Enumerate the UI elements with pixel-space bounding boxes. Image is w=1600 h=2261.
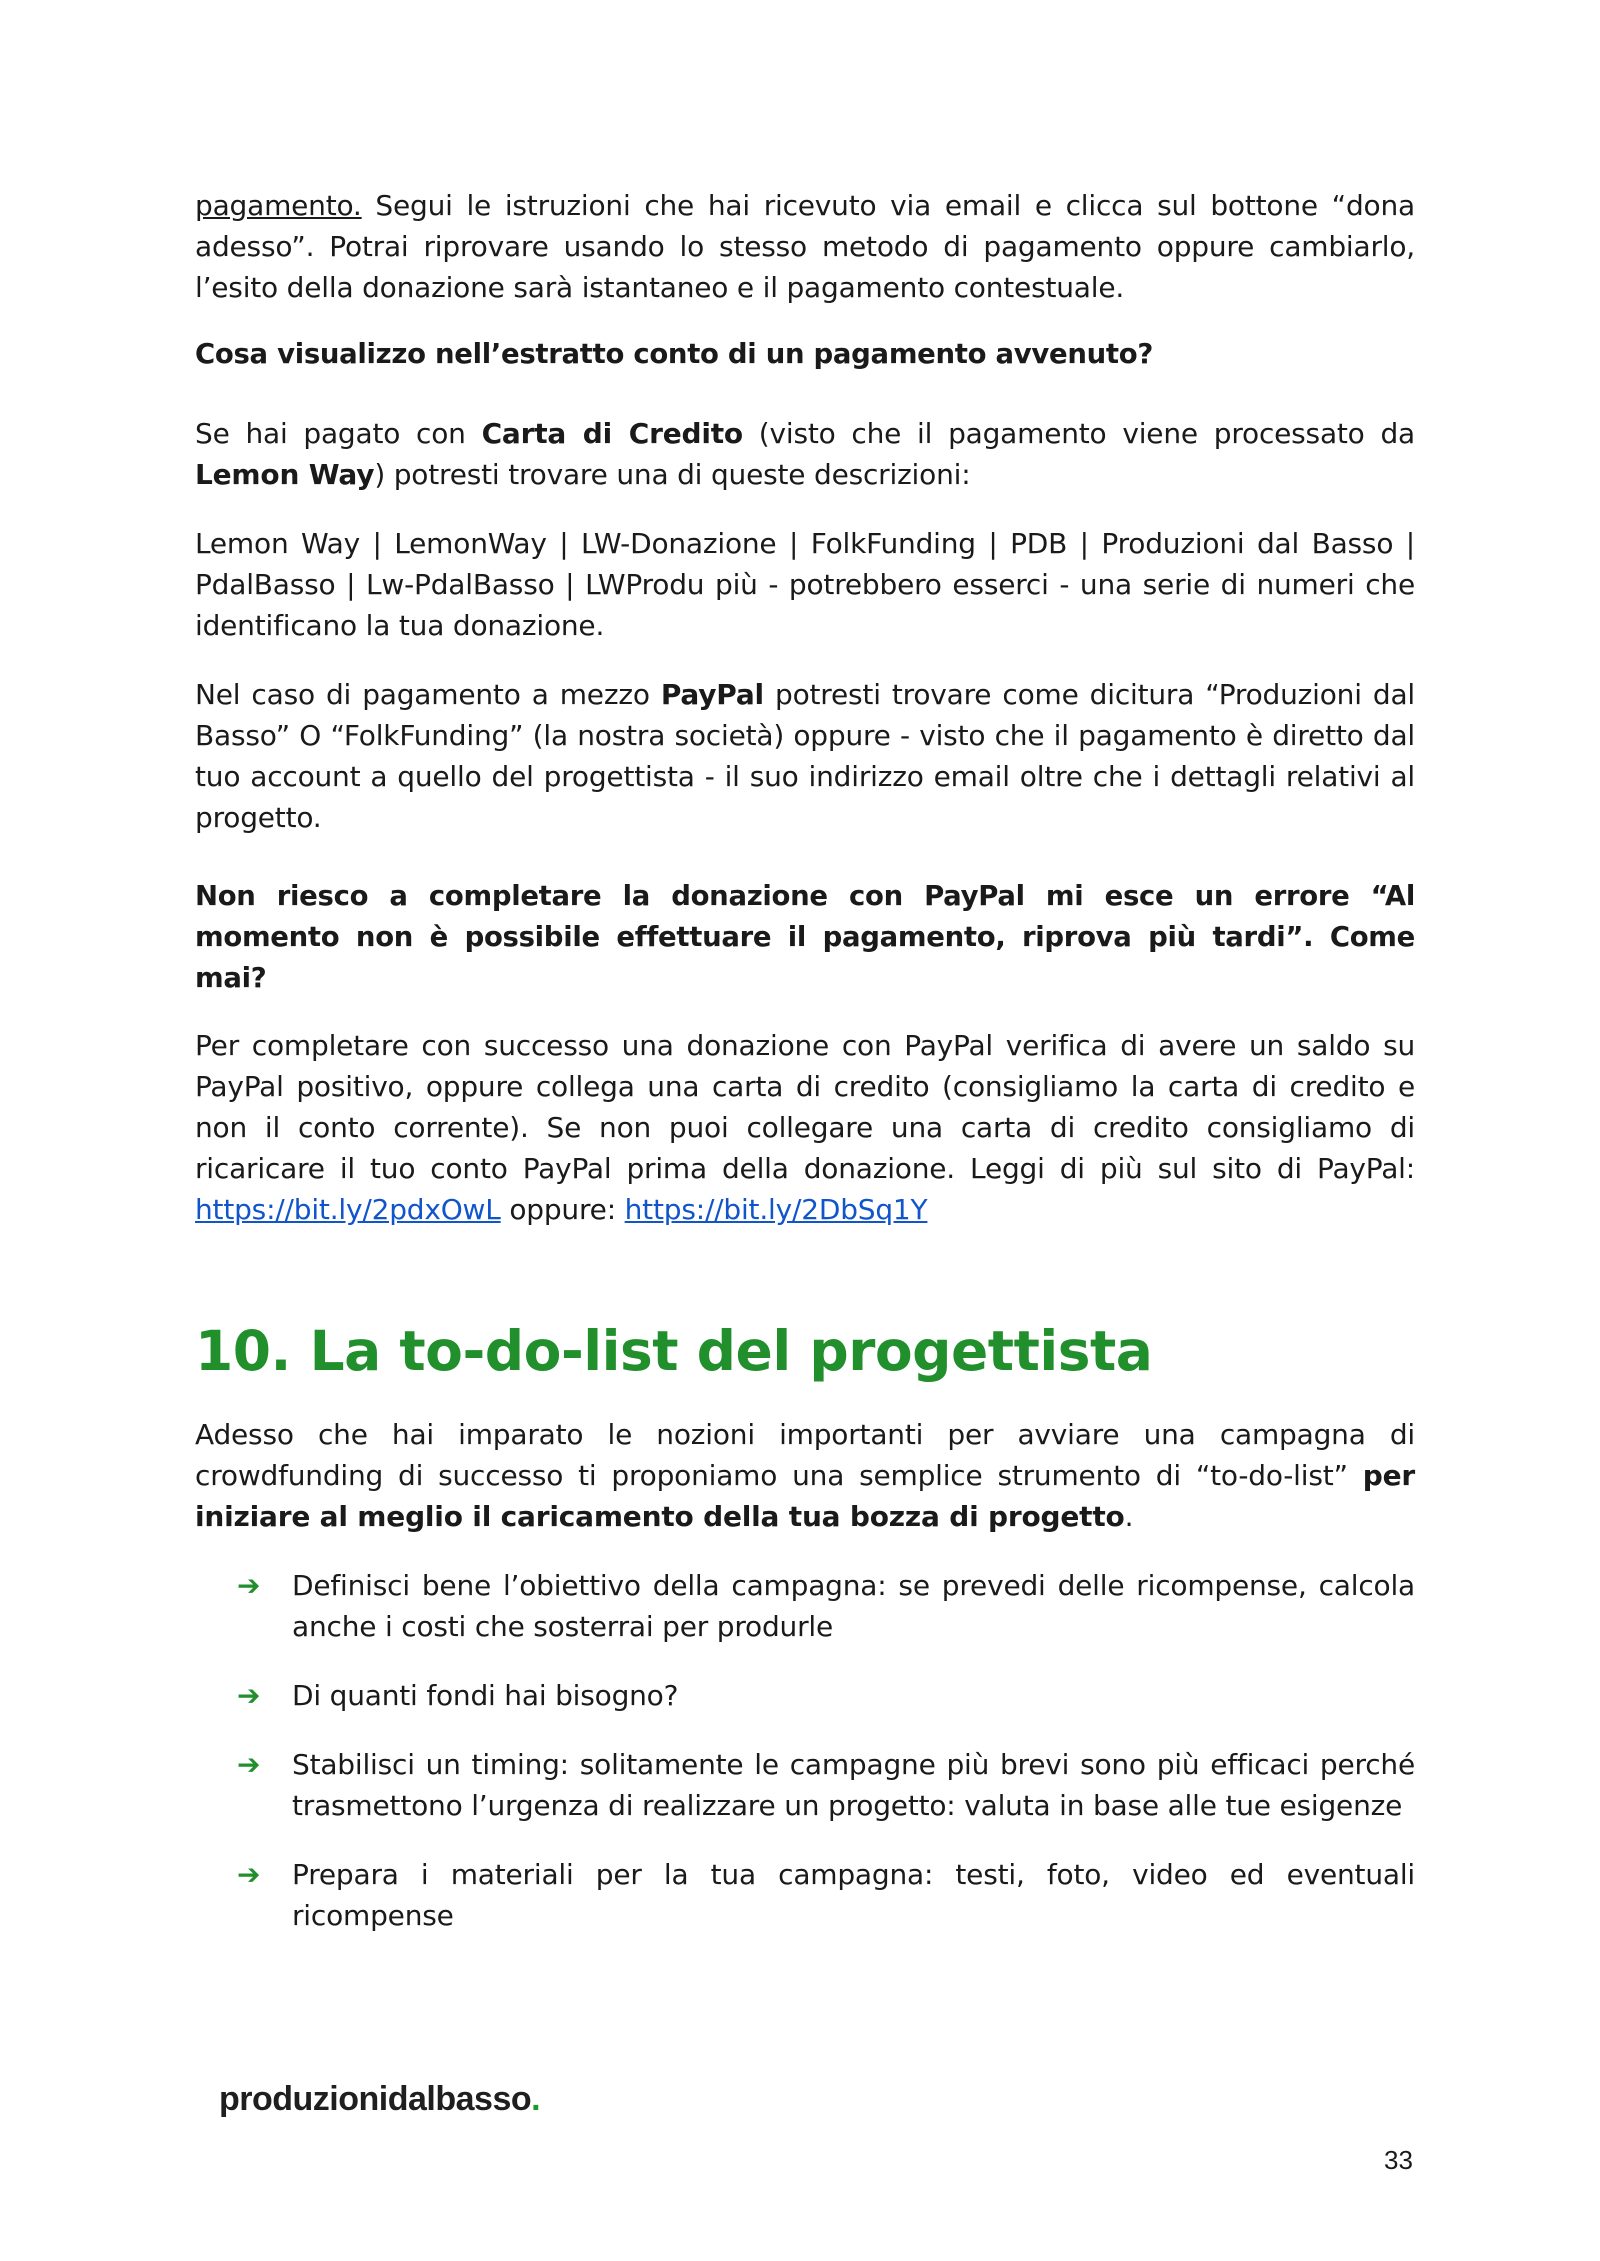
- section-10-intro: [195, 1414, 1415, 1537]
- page-number: 33: [1384, 2145, 1413, 2175]
- faq1-p3-bold-paypal: PayPal: [660, 678, 764, 711]
- faq2-answer: [195, 1025, 1415, 1230]
- todo-item-text: Prepara i materiali per la tua campagna: testi, foto, video ed eventuali ricompense: [292, 1858, 1415, 1932]
- intro-text: Segui le istruzioni che hai ricevuto via email e clicca sul bottone “dona adesso”. Potrai riprovare usando lo stesso metodo di pagamento oppure cambiarlo, l’esito della donazione sarà istantaneo e il pagamento contestuale.: [195, 189, 1415, 304]
- faq1-p1-text-a: Se hai pagato con: [195, 417, 482, 450]
- paypal-link-1[interactable]: https://bit.ly/2pdxOwL: [195, 1193, 501, 1226]
- faq1-p1-text-c: (visto che il pagamento viene processato da: [742, 417, 1416, 450]
- faq1-p3-text-a: Nel caso di pagamento a mezzo: [195, 678, 661, 711]
- intro-paragraph: [195, 185, 1415, 308]
- todo-item: [195, 1744, 1415, 1826]
- paypal-link-2[interactable]: https://bit.ly/2DbSq1Y: [624, 1193, 928, 1226]
- arrow-right-icon: ➔: [237, 1858, 261, 1891]
- todo-item-text: Stabilisci un timing: solitamente le campagne più brevi sono più efficaci perché trasmettono l’urgenza di realizzare un progetto: valuta in base alle tue esigenze: [292, 1748, 1415, 1822]
- section-10-intro-text-a: Adesso che hai imparato le nozioni importanti per avviare una campagna di crowdfunding di successo ti proponiamo una semplice strumento di “to-do-list”: [195, 1418, 1415, 1492]
- faq1-p1-text-e: ) potresti trovare una di queste descrizioni:: [374, 458, 971, 491]
- faq2-answer-between: oppure:: [500, 1193, 625, 1226]
- faq2-question: Non riesco a completare la donazione con PayPal mi esce un errore “Al momento non è possibile effettuare il pagamento, riprova più tardi”. Come mai?: [195, 880, 1415, 994]
- arrow-right-icon: ➔: [237, 1679, 261, 1712]
- faq1-p1-bold-lemon-way: Lemon Way: [195, 458, 375, 491]
- todo-list: [195, 1565, 1415, 1936]
- logo-dot: .: [531, 2080, 541, 2118]
- intro-underlined: pagamento.: [195, 189, 362, 222]
- page-content: [195, 185, 1415, 1936]
- todo-item-text: Definisci bene l’obiettivo della campagna: se prevedi delle ricompense, calcola anche i costi che sosterrai per produrle: [292, 1569, 1415, 1643]
- faq1-p3-text-c: potresti trovare come dicitura “Produzioni dal Basso” O “FolkFunding” (la nostra società) oppure - visto che il pagamento è diretto dal tuo account a quello del progettista - il suo indirizzo email oltre che i dettagli relativi al progetto.: [195, 678, 1415, 834]
- faq1-p1-bold-credit-card: Carta di Credito: [481, 417, 743, 450]
- section-10-heading: 10. La to-do-list del progettista: [195, 1319, 1153, 1383]
- arrow-right-icon: ➔: [237, 1569, 261, 1602]
- section-10-intro-text-c: .: [1124, 1500, 1134, 1533]
- faq2-answer-text: Per completare con successo una donazione con PayPal verifica di avere un saldo su PayPal positivo, oppure collega una carta di credito (consigliamo la carta di credito e non il conto corrente). Se non puoi collegare una carta di credito consigliamo di ricaricare il tuo conto PayPal prima della donazione. Leggi di più sul sito di PayPal:: [195, 1029, 1415, 1185]
- faq1-paragraph-1: [195, 413, 1415, 495]
- todo-item: [195, 1675, 1415, 1716]
- section-10-intro-bold: per iniziare al meglio il caricamento della tua bozza di progetto: [195, 1459, 1415, 1533]
- produzionidalbasso-logo: [219, 2080, 540, 2119]
- faq1-question: Cosa visualizzo nell’estratto conto di un pagamento avvenuto?: [195, 338, 1154, 370]
- todo-item: [195, 1565, 1415, 1647]
- todo-item-text: Di quanti fondi hai bisogno?: [292, 1679, 679, 1712]
- faq1-paragraph-2: Lemon Way | LemonWay | LW-Donazione | FolkFunding | PDB | Produzioni dal Basso | PdalBasso | Lw-PdalBasso | LWProdu più - potrebbero esserci - una serie di numeri che identificano la tua donazione.: [195, 527, 1415, 642]
- faq1-paragraph-3: [195, 674, 1415, 838]
- logo-text: produzionidalbasso: [219, 2080, 532, 2118]
- todo-item: [195, 1854, 1415, 1936]
- arrow-right-icon: ➔: [237, 1748, 261, 1781]
